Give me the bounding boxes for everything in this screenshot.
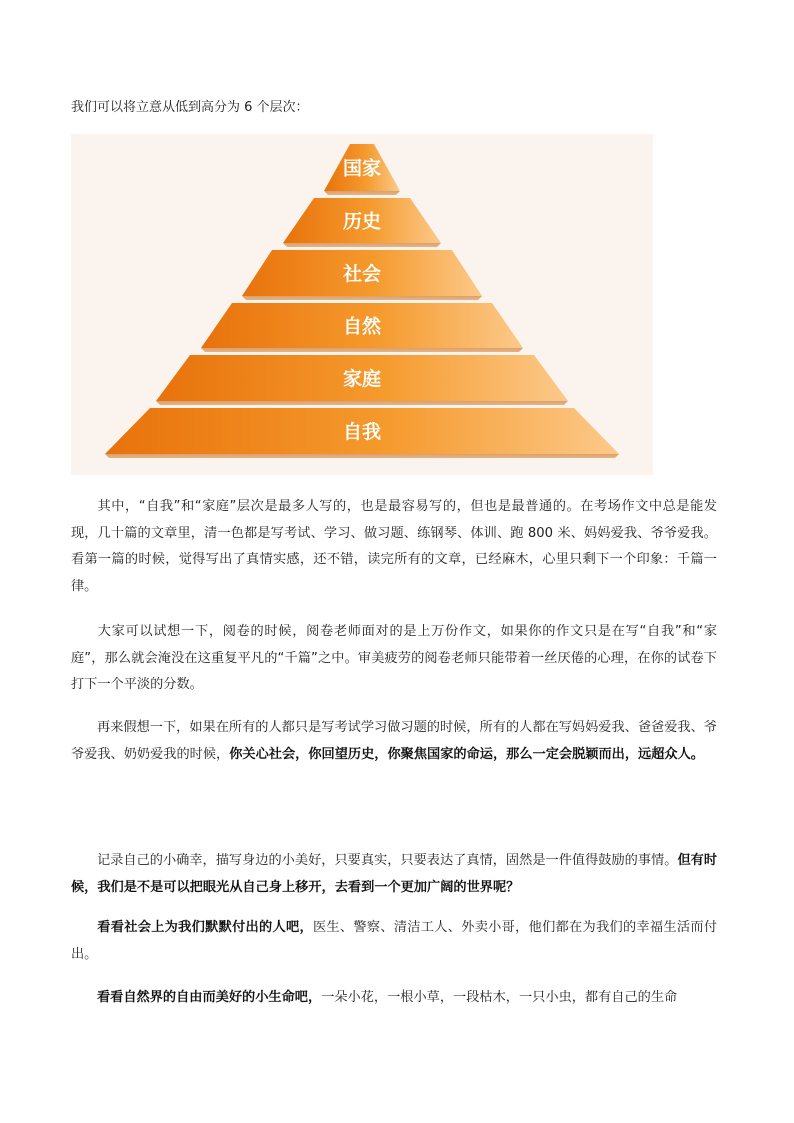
paragraph-3-emphasis: 你关心社会，你回望历史，你聚焦国家的命运，那么一定会脱颖而出，远超众人。 (229, 746, 704, 762)
paragraph-4-text: 记录自己的小确幸，描写身边的小美好，只要真实，只要表达了真情，固然是一件值得鼓励的事情。 (97, 853, 678, 868)
paragraph-1-text: 其中，“自我”和“家庭”层次是最多人写的，也是最容易写的，但也是最普通的。在考场作文中总是能发现，几十篇的文章里，清一色都是写考试、学习、做习题、练钢琴、体训、跑 800 米、妈妈爱我、爷爷爱我。看第一篇的时候，觉得写出了真情实感，还不错，读完所有的文章，已经麻木，心里只剩下一个印象：千篇一律。 (71, 499, 717, 594)
paragraph-3 (71, 715, 717, 768)
paragraph-5-text: 医生、警察、清洁工人、外卖小哥，他们都在为我们的幸福生活而付出。 (71, 920, 718, 962)
paragraph-2-text: 大家可以试想一下，阅卷的时候，阅卷老师面对的是上万份作文，如果你的作文只是在写“自我”和“家庭”，那么就会淹没在这重复平凡的“千篇”之中。审美疲劳的阅卷老师只能带着一丝厌倦的心理，在你的试卷下打下一个平淡的分数。 (71, 624, 717, 692)
pyramid-tier-edge-4 (201, 348, 523, 352)
paragraph-4 (71, 848, 717, 901)
pyramid-diagram (71, 134, 653, 475)
paragraph-3-text: 再来假想一下，如果在所有的人都只是写考试学习做习题的时候，所有的人都在写妈妈爱我、爸爸爱我、爷爷爱我、奶奶爱我的时候， (71, 720, 717, 762)
pyramid-svg (71, 134, 653, 475)
paragraph-1 (71, 494, 717, 600)
pyramid-label-4: 自然 (342, 315, 382, 338)
pyramid-label-5: 家庭 (342, 368, 382, 390)
pyramid-tier-edge-6 (105, 454, 619, 458)
pyramid-tier-edge-1 (324, 191, 400, 195)
pyramid-tier-edge-5 (156, 401, 568, 405)
pyramid-label-2: 历史 (342, 210, 382, 233)
paragraph-5 (71, 915, 717, 968)
paragraph-5-emphasis: 看看社会上为我们默默付出的人吧， (97, 920, 313, 935)
pyramid-tier-edge-2 (283, 243, 441, 247)
pyramid-tier-edge-3 (242, 296, 482, 300)
paragraph-4-emphasis: 但有时候，我们是不是可以把眼光从自己身上移开，去看到一个更加广阔的世界呢？ (71, 853, 718, 895)
pyramid-label-1: 国家 (342, 157, 382, 180)
intro-text: 我们可以将立意从低到高分为 6 个层次： (71, 100, 309, 115)
paragraph-6-text: 一朵小花，一根小草，一段枯木，一只小虫，都有自己的生命 (321, 990, 678, 1005)
paragraph-6-emphasis: 看看自然界的自由而美好的小生命吧， (97, 990, 322, 1005)
paragraph-2 (71, 619, 717, 699)
paragraph-6 (71, 985, 717, 1012)
pyramid-label-6: 自我 (342, 421, 382, 443)
pyramid-label-3: 社会 (342, 263, 382, 285)
